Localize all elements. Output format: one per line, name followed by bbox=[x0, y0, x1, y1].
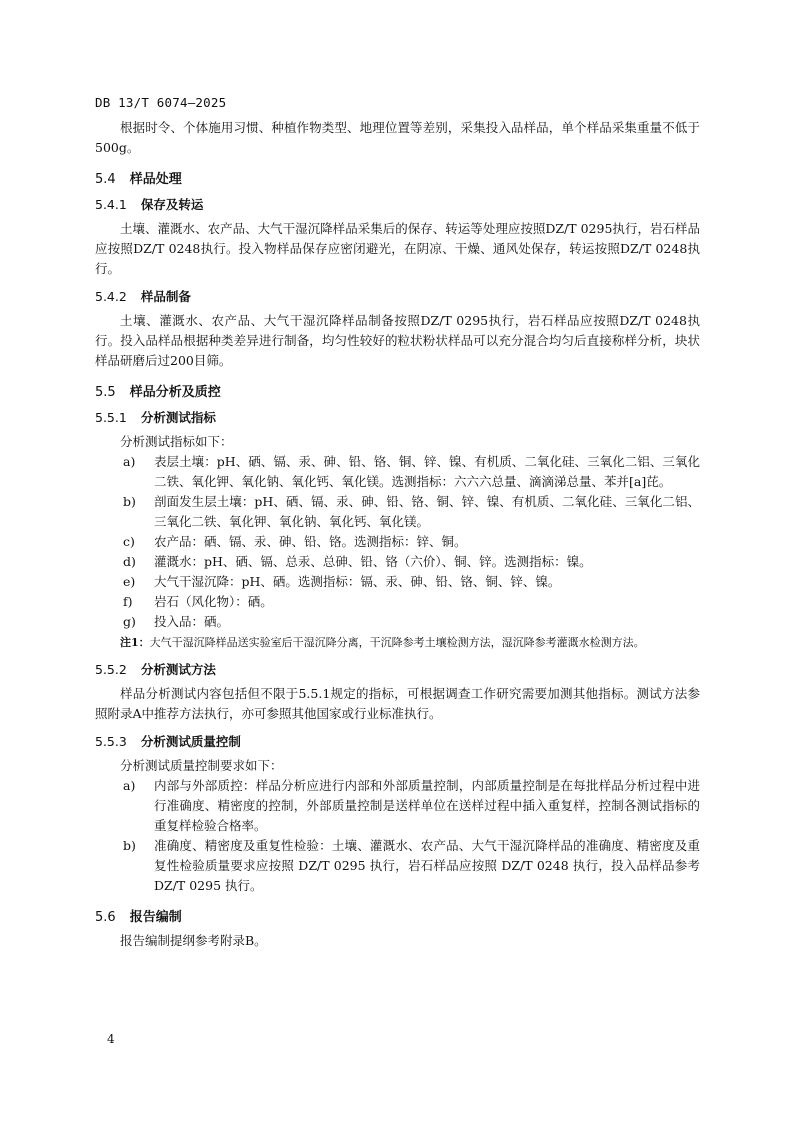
list-item bbox=[95, 532, 700, 552]
list-item bbox=[95, 452, 700, 492]
section-number: 5.5.3 bbox=[95, 734, 127, 749]
section-title: 分析测试方法 bbox=[140, 662, 216, 677]
list-item bbox=[95, 492, 700, 532]
section-title: 分析测试质量控制 bbox=[140, 734, 241, 749]
list-item-text: 岩石（风化物）：硒。 bbox=[154, 594, 273, 609]
document-body bbox=[95, 118, 700, 951]
list-marker: f) bbox=[123, 594, 133, 609]
section-5-5-1-lead: 分析测试指标如下： bbox=[120, 434, 233, 449]
intro-paragraph: 根据时令、个体施用习惯、种植作物类型、地理位置等差别，采集投入品样品，单个样品采集重量不低于500g。 bbox=[95, 120, 700, 155]
section-number: 5.4 bbox=[95, 172, 116, 187]
list-item-text: 准确度、精密度及重复性检验：土壤、灌溉水、农产品、大气干湿沉降样品的准确度、精密度及重复性检验质量要求应按照 DZ/T 0295 执行，岩石样品应按照 DZ/T 0248 执行，投入品样品参考 DZ/T 0295 执行。 bbox=[154, 838, 700, 893]
section-title: 分析测试指标 bbox=[140, 410, 216, 425]
list-item-text: 大气干湿沉降：pH、硒。选测指标：镉、汞、砷、铅、铬、铜、锌、镍。 bbox=[154, 574, 561, 589]
section-5-4-1-text: 土壤、灌溉水、农产品、大气干湿沉降样品采集后的保存、转运等处理应按照DZ/T 0295执行，岩石样品应按照DZ/T 0248执行。投入物样品保存应密闭避光，在阴凉、干燥、通风处保存，转运按照DZ/T 0248执行。 bbox=[95, 221, 700, 276]
document-code: DB 13/T 6074—2025 bbox=[95, 95, 227, 110]
quality-control-list bbox=[95, 776, 700, 896]
list-item bbox=[95, 836, 700, 896]
list-item bbox=[95, 612, 700, 632]
list-item-text: 投入品：硒。 bbox=[154, 614, 230, 629]
section-5-4-2-text: 土壤、灌溉水、农产品、大气干湿沉降样品制备按照DZ/T 0295执行，岩石样品应按照DZ/T 0248执行。投入品样品根据种类差异进行制备，均匀性较好的粒状粉状样品可以充分混合均匀后直接称样分析，块状样品研磨后过200目筛。 bbox=[95, 313, 700, 368]
section-number: 5.6 bbox=[95, 910, 116, 925]
list-item-text: 剖面发生层土壤：pH、硒、镉、汞、砷、铅、铬、铜、锌、镍、有机质、二氧化硅、三氧化二铝、三氧化二铁、氧化钾、氧化钠、氧化钙、氧化镁。 bbox=[154, 494, 700, 529]
section-title: 保存及转运 bbox=[140, 197, 204, 212]
section-5-5-3-lead: 分析测试质量控制要求如下： bbox=[120, 758, 283, 773]
list-marker: a) bbox=[123, 454, 136, 469]
list-item bbox=[95, 776, 700, 836]
list-item bbox=[95, 592, 700, 612]
list-item-text: 表层土壤：pH、硒、镉、汞、砷、铅、铬、铜、锌、镍、有机质、二氧化硅、三氧化二铝、三氧化二铁、氧化钾、氧化钠、氧化钙、氧化镁。选测指标：六六六总量、滴滴涕总量、苯并[a]芘。 bbox=[154, 454, 700, 489]
section-5-6-heading bbox=[95, 906, 700, 925]
list-item-text: 灌溉水：pH、硒、镉、总汞、总砷、铅、铬（六价）、铜、锌。选测指标：镍。 bbox=[154, 554, 592, 569]
section-number: 5.4.2 bbox=[95, 289, 127, 304]
list-item-text: 农产品：硒、镉、汞、砷、铅、铬。选测指标：锌、铜。 bbox=[154, 534, 467, 549]
section-5-5-heading bbox=[95, 381, 700, 400]
section-title: 样品处理 bbox=[129, 172, 182, 187]
indicator-list bbox=[95, 452, 700, 632]
section-number: 5.5 bbox=[95, 385, 116, 400]
page-number: 4 bbox=[107, 1032, 115, 1046]
list-marker: c) bbox=[123, 534, 135, 549]
list-item-text: 内部与外部质控：样品分析应进行内部和外部质量控制，内部质量控制是在每批样品分析过程中进行准确度、精密度的控制，外部质量控制是送样单位在送样过程中插入重复样，控制各测试指标的重复样检验合格率。 bbox=[154, 778, 700, 833]
section-5-5-3-heading bbox=[95, 732, 700, 750]
section-5-4-2-heading bbox=[95, 287, 700, 305]
section-5-4-heading bbox=[95, 168, 700, 187]
list-item bbox=[95, 572, 700, 592]
list-marker: d) bbox=[123, 554, 136, 569]
note-text: 大气干湿沉降样品送实验室后干湿沉降分离，干沉降参考土壤检测方法，湿沉降参考灌溉水检测方法。 bbox=[149, 636, 645, 649]
section-5-5-2-heading bbox=[95, 660, 700, 678]
list-marker: b) bbox=[123, 838, 136, 853]
list-marker: a) bbox=[123, 778, 136, 793]
section-5-4-1-heading bbox=[95, 195, 700, 213]
section-5-6-text: 报告编制提纲参考附录B。 bbox=[120, 933, 267, 948]
list-marker: g) bbox=[123, 614, 136, 629]
list-marker: b) bbox=[123, 494, 136, 509]
section-title: 样品分析及质控 bbox=[129, 385, 221, 400]
section-5-5-2-text: 样品分析测试内容包括但不限于5.5.1规定的指标，可根据调查工作研究需要加测其他指标。测试方法参照附录A中推荐方法执行，亦可参照其他国家或行业标准执行。 bbox=[95, 686, 700, 721]
section-number: 5.5.1 bbox=[95, 410, 127, 425]
list-marker: e) bbox=[123, 574, 136, 589]
section-number: 5.4.1 bbox=[95, 197, 127, 212]
section-5-5-1-heading bbox=[95, 408, 700, 426]
section-number: 5.5.2 bbox=[95, 662, 127, 677]
note-label: 注1： bbox=[120, 636, 150, 649]
note-1 bbox=[120, 634, 700, 652]
list-item bbox=[95, 552, 700, 572]
section-title: 报告编制 bbox=[129, 910, 182, 925]
section-title: 样品制备 bbox=[140, 289, 191, 304]
